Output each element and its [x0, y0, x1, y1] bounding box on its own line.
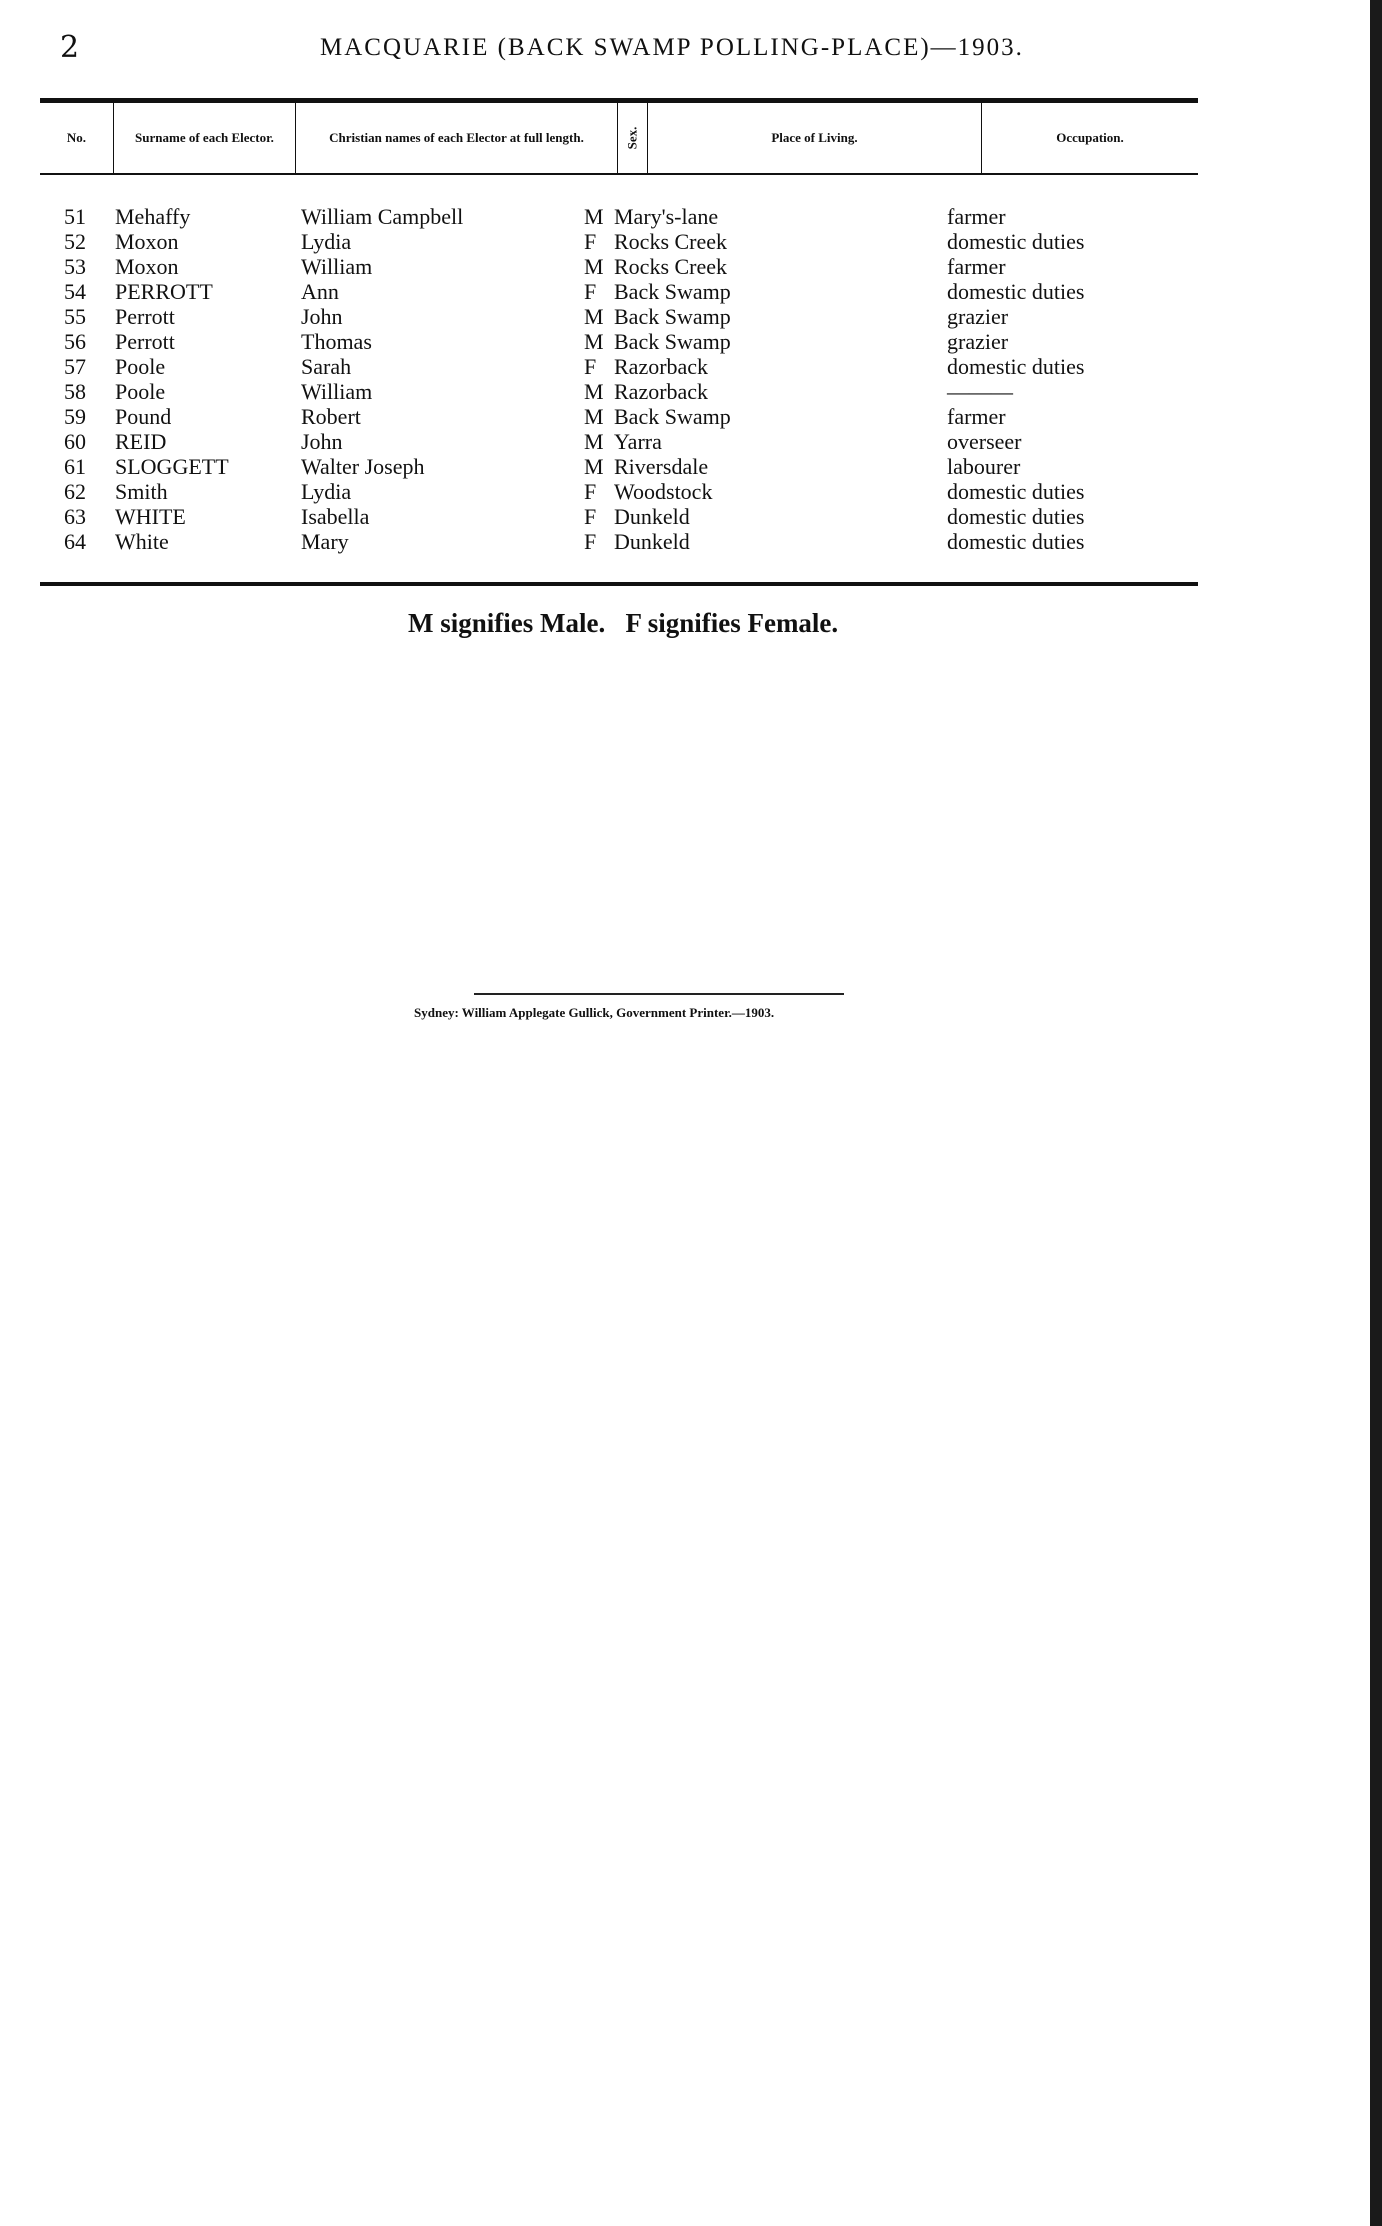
elector-christian-names: Thomas — [301, 329, 372, 354]
elector-number: 59 — [64, 404, 86, 429]
elector-place: Dunkeld — [614, 529, 690, 554]
elector-sex: F — [584, 504, 597, 529]
table-row — [40, 479, 1198, 504]
elector-christian-names: Lydia — [301, 229, 352, 254]
elector-christian-names: Walter Joseph — [301, 454, 425, 479]
printer-imprint: Sydney: William Applegate Gullick, Government Printer.—1903. — [414, 1005, 775, 1020]
elector-sex: F — [584, 479, 597, 504]
elector-surname: PERROTT — [115, 279, 213, 304]
elector-occupation: domestic duties — [947, 229, 1085, 254]
elector-number: 52 — [64, 229, 86, 254]
table-row — [40, 304, 1198, 329]
elector-sex: F — [584, 354, 597, 379]
elector-number: 58 — [64, 379, 86, 404]
elector-number: 61 — [64, 454, 86, 479]
elector-place: Razorback — [614, 379, 709, 404]
header-place-of-living: Place of Living. — [648, 103, 982, 173]
elector-christian-names: John — [301, 429, 343, 454]
page-number: 2 — [60, 30, 80, 65]
elector-christian-names: Sarah — [301, 354, 352, 379]
elector-surname: Perrott — [115, 329, 175, 354]
elector-sex: M — [584, 254, 604, 279]
elector-number: 54 — [64, 279, 86, 304]
elector-surname: Poole — [115, 379, 166, 404]
elector-place: Razorback — [614, 354, 709, 379]
table-row — [40, 254, 1198, 279]
table-header — [40, 103, 1198, 175]
elector-place: Back Swamp — [614, 404, 731, 429]
elector-occupation: grazier — [947, 329, 1009, 354]
elector-occupation: ——— — [947, 379, 1013, 404]
elector-occupation: overseer — [947, 429, 1022, 454]
elector-surname: Pound — [115, 404, 172, 429]
elector-place: Woodstock — [614, 479, 713, 504]
elector-surname: Perrott — [115, 304, 175, 329]
scan-edge — [1370, 0, 1382, 2226]
elector-christian-names: Isabella — [301, 504, 370, 529]
elector-place: Mary's-lane — [614, 204, 719, 229]
table-body — [40, 204, 1198, 554]
elector-surname: Smith — [115, 479, 168, 504]
header-sex: Sex. — [618, 103, 648, 173]
table-row — [40, 454, 1198, 479]
elector-christian-names: Robert — [301, 404, 361, 429]
elector-sex: M — [584, 204, 604, 229]
elector-occupation: farmer — [947, 204, 1006, 229]
elector-sex: F — [584, 529, 597, 554]
elector-occupation: domestic duties — [947, 504, 1085, 529]
elector-christian-names: John — [301, 304, 343, 329]
elector-surname: Poole — [115, 354, 166, 379]
elector-occupation: grazier — [947, 304, 1009, 329]
table-row — [40, 379, 1198, 404]
elector-place: Back Swamp — [614, 304, 731, 329]
table-row — [40, 229, 1198, 254]
elector-sex: M — [584, 404, 604, 429]
elector-occupation: farmer — [947, 404, 1006, 429]
table-row — [40, 429, 1198, 454]
elector-number: 55 — [64, 304, 86, 329]
elector-number: 60 — [64, 429, 86, 454]
table-row — [40, 404, 1198, 429]
table-row — [40, 529, 1198, 554]
elector-place: Rocks Creek — [614, 229, 728, 254]
elector-occupation: domestic duties — [947, 479, 1085, 504]
sex-legend: M signifies Male. F signifies Female. — [408, 608, 839, 638]
elector-surname: Moxon — [115, 254, 179, 279]
elector-place: Riversdale — [614, 454, 709, 479]
elector-sex: F — [584, 279, 597, 304]
imprint-divider — [474, 993, 844, 995]
elector-occupation: labourer — [947, 454, 1021, 479]
table-row — [40, 204, 1198, 229]
elector-occupation: farmer — [947, 254, 1006, 279]
page-title: MACQUARIE (BACK SWAMP POLLING-PLACE)—1903. — [320, 34, 1024, 61]
elector-surname: Moxon — [115, 229, 179, 254]
elector-occupation: domestic duties — [947, 354, 1085, 379]
elector-number: 64 — [64, 529, 86, 554]
elector-number: 63 — [64, 504, 86, 529]
elector-christian-names: Lydia — [301, 479, 352, 504]
elector-sex: M — [584, 329, 604, 354]
table-row — [40, 279, 1198, 304]
elector-christian-names: Ann — [301, 279, 339, 304]
elector-place: Back Swamp — [614, 279, 731, 304]
elector-number: 53 — [64, 254, 86, 279]
table-row — [40, 354, 1198, 379]
header-surname: Surname of each Elector. — [114, 103, 296, 173]
elector-surname: REID — [115, 429, 167, 454]
elector-surname: White — [115, 529, 169, 554]
elector-surname: Mehaffy — [115, 204, 191, 229]
elector-christian-names: William — [301, 254, 373, 279]
elector-occupation: domestic duties — [947, 529, 1085, 554]
elector-surname: SLOGGETT — [115, 454, 229, 479]
elector-sex: F — [584, 229, 597, 254]
header-christian-names: Christian names of each Elector at full length. — [296, 103, 618, 173]
elector-place: Yarra — [614, 429, 662, 454]
elector-occupation: domestic duties — [947, 279, 1085, 304]
elector-sex: M — [584, 304, 604, 329]
elector-christian-names: Mary — [301, 529, 349, 554]
elector-number: 57 — [64, 354, 86, 379]
elector-christian-names: William Campbell — [301, 204, 464, 229]
header-occupation: Occupation. — [1056, 130, 1124, 145]
elector-number: 51 — [64, 204, 86, 229]
elector-christian-names: William — [301, 379, 373, 404]
elector-sex: M — [584, 454, 604, 479]
elector-place: Dunkeld — [614, 504, 690, 529]
elector-sex: M — [584, 379, 604, 404]
electoral-roll-table — [40, 98, 1198, 586]
elector-place: Back Swamp — [614, 329, 731, 354]
table-row — [40, 329, 1198, 354]
elector-number: 56 — [64, 329, 86, 354]
elector-sex: M — [584, 429, 604, 454]
table-row — [40, 504, 1198, 529]
elector-place: Rocks Creek — [614, 254, 728, 279]
elector-number: 62 — [64, 479, 86, 504]
header-no: No. — [40, 103, 114, 173]
elector-surname: WHITE — [115, 504, 186, 529]
